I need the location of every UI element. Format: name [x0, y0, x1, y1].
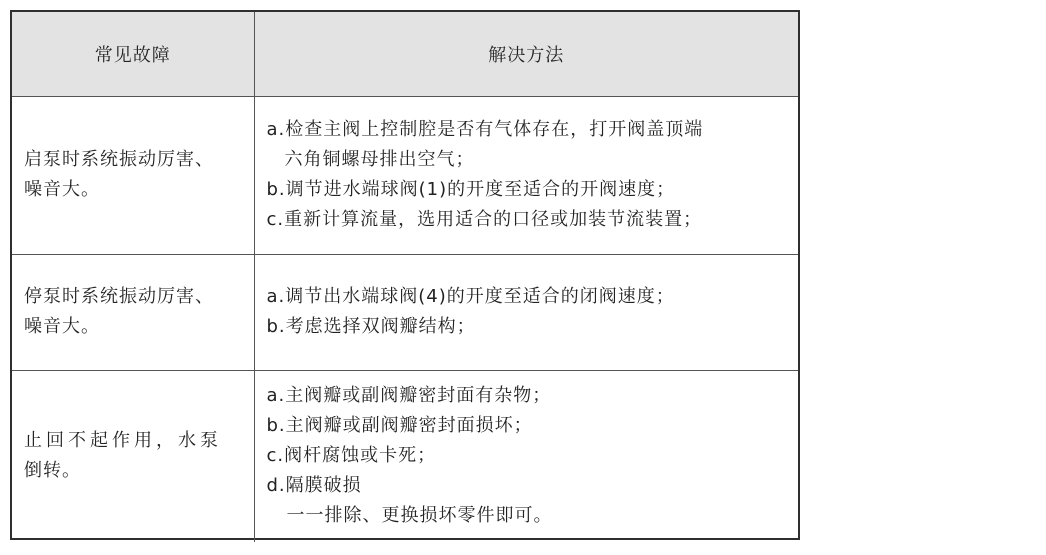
fault-cell [12, 96, 254, 254]
header-common-fault: 常见故障 [12, 12, 254, 96]
fault-text-line: 止回不起作用，水泵 [24, 430, 222, 452]
table-row [12, 96, 798, 254]
solution-text-line: 六角铜螺母排出空气； [284, 149, 475, 170]
solution-text-line: c.重新计算流量，选用适合的口径或加装节流装置； [266, 209, 703, 230]
fault-cell [12, 254, 254, 370]
solution-text-line: a.检查主阀上控制腔是否有气体存在，打开阀盖顶端 [266, 119, 704, 140]
solution-text-line: a.主阀瓣或副阀瓣密封面有杂物； [266, 385, 552, 407]
solution-cell [254, 96, 798, 254]
header-solution: 解决方法 [254, 12, 798, 96]
fault-text-line: 停泵时系统振动厉害、 [24, 286, 214, 307]
solution-cell [254, 370, 798, 542]
solution-text-line: b.调节进水端球阀(1)的开度至适合的开阀速度； [266, 179, 676, 200]
fault-text-line: 倒转。 [24, 460, 81, 482]
fault-solution-table [12, 12, 798, 542]
solution-text-line: c.阀杆腐蚀或卡死； [266, 445, 437, 467]
solution-cell [254, 254, 798, 370]
table-header-row [12, 12, 798, 96]
fault-cell [12, 370, 254, 542]
solution-text-line: a.调节出水端球阀(4)的开度至适合的闭阀速度； [266, 286, 675, 307]
fault-text-line: 噪音大。 [24, 316, 100, 337]
fault-text-line: 启泵时系统振动厉害、 [24, 149, 214, 170]
solution-text-line: b.考虑选择双阀瓣结构； [266, 316, 476, 337]
solution-text-line: d.隔膜破损 [266, 475, 362, 497]
solution-text-line: 一一排除、更换损坏零件即可。 [286, 505, 553, 527]
table-row [12, 370, 798, 542]
solution-text-line: b.主阀瓣或副阀瓣密封面损坏； [266, 415, 533, 437]
fault-text-line: 噪音大。 [24, 179, 100, 200]
fault-solution-table-frame [10, 10, 800, 540]
table-row [12, 254, 798, 370]
